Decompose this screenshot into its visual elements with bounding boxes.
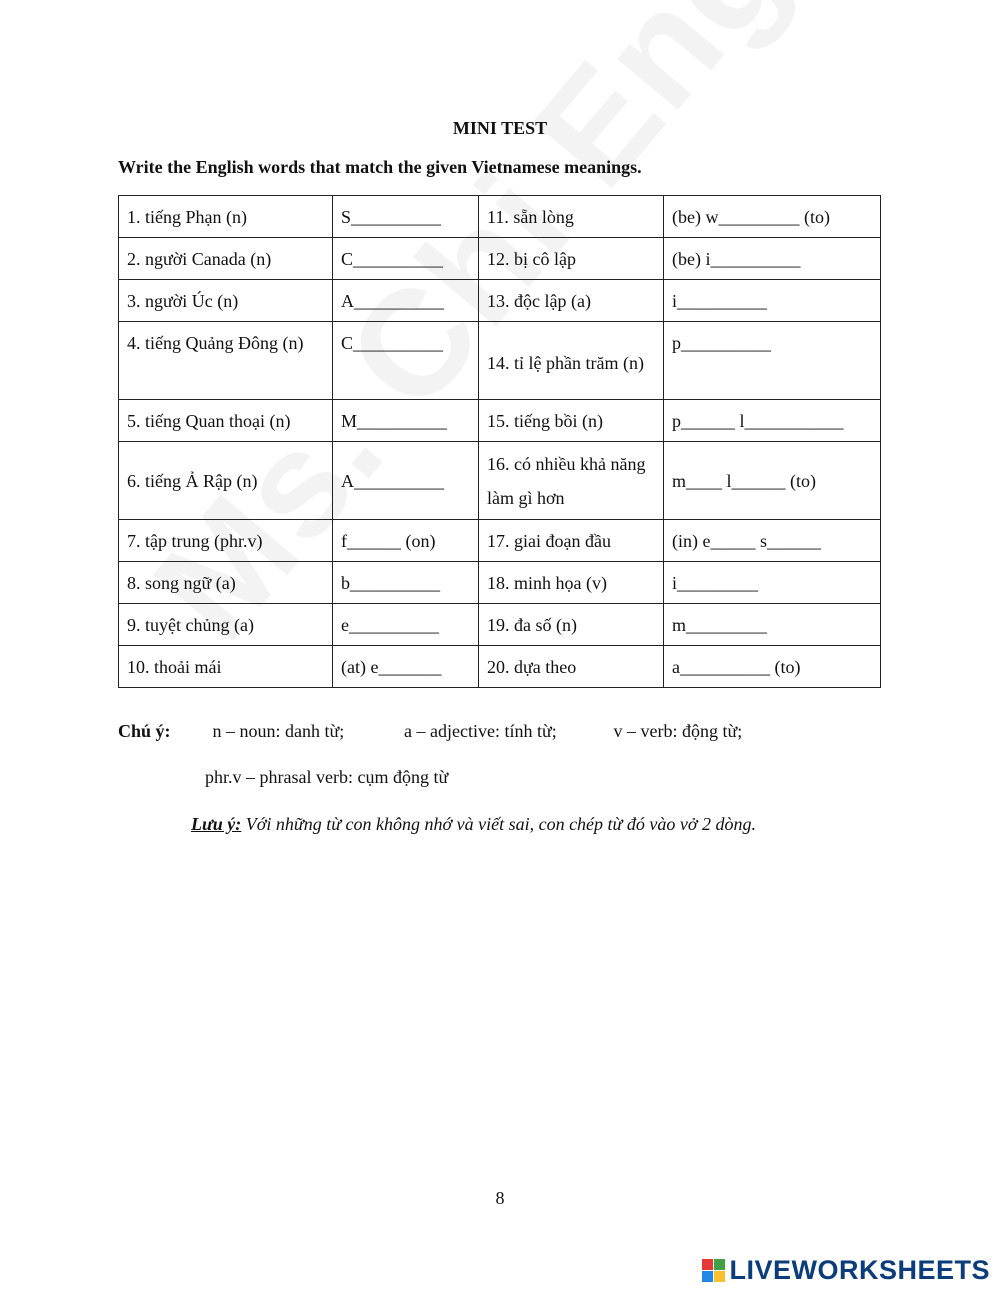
vietnamese-meaning-cell: 17. giai đoạn đầu [479,520,664,562]
vietnamese-meaning-cell: 5. tiếng Quan thoại (n) [119,400,333,442]
vietnamese-meaning-cell: 20. dựa theo [479,646,664,688]
table-row [119,322,881,400]
vietnamese-meaning-cell: 1. tiếng Phạn (n) [119,196,333,238]
vietnamese-meaning-cell: 15. tiếng bồi (n) [479,400,664,442]
vietnamese-meaning-cell: 14. tỉ lệ phần trăm (n) [479,322,664,400]
table-row [119,562,881,604]
reminder-text: Với những từ con không nhớ và viết sai, con chép từ đó vào vở 2 dòng. [245,814,756,834]
vietnamese-meaning-cell: 11. sẵn lòng [479,196,664,238]
note-verb: v – verb: động từ; [613,721,743,741]
english-answer-cell[interactable]: (at) e_______ [333,646,479,688]
vietnamese-meaning-cell: 18. minh họa (v) [479,562,664,604]
table-row [119,520,881,562]
english-answer-cell[interactable]: m_________ [664,604,881,646]
vietnamese-meaning-cell: 6. tiếng Ả Rập (n) [119,442,333,520]
liveworksheets-logo-icon [702,1259,725,1282]
reminder-label: Lưu ý: [191,814,242,834]
english-answer-cell[interactable]: e__________ [333,604,479,646]
english-answer-cell[interactable]: p______ l___________ [664,400,881,442]
vietnamese-meaning-cell: 12. bị cô lập [479,238,664,280]
brand-name: LIVEWORKSHEETS [729,1254,990,1285]
english-answer-cell[interactable]: A__________ [333,280,479,322]
table-row [119,604,881,646]
vocabulary-table [118,195,881,688]
logo-square [714,1259,725,1270]
vietnamese-meaning-cell: 10. thoải mái [119,646,333,688]
english-answer-cell[interactable]: i__________ [664,280,881,322]
table-row [119,442,881,520]
vietnamese-meaning-cell: 4. tiếng Quảng Đông (n) [119,322,333,400]
english-answer-cell[interactable]: b__________ [333,562,479,604]
table-row [119,280,881,322]
logo-square [714,1271,725,1282]
english-answer-cell[interactable]: f______ (on) [333,520,479,562]
english-answer-cell[interactable]: i_________ [664,562,881,604]
english-answer-cell[interactable]: m____ l______ (to) [664,442,881,520]
table-row [119,400,881,442]
table-row [119,646,881,688]
liveworksheets-brand[interactable] [702,1253,990,1287]
table-row [119,196,881,238]
english-answer-cell[interactable]: M__________ [333,400,479,442]
table-row [119,238,881,280]
vietnamese-meaning-cell: 16. có nhiều khả năng làm gì hơn [479,442,664,520]
english-answer-cell[interactable]: (in) e_____ s______ [664,520,881,562]
vietnamese-meaning-cell: 19. đa số (n) [479,604,664,646]
note-phrasal-verb: phr.v – phrasal verb: cụm động từ [205,767,449,787]
logo-square [702,1259,713,1270]
reminder-note [191,814,756,835]
page-number: 8 [495,1188,505,1208]
english-answer-cell[interactable]: (be) i__________ [664,238,881,280]
english-answer-cell[interactable]: C__________ [333,238,479,280]
logo-square [702,1271,713,1282]
note-noun: n – noun: danh từ; [212,721,345,741]
vietnamese-meaning-cell: 9. tuyệt chủng (a) [119,604,333,646]
english-answer-cell[interactable]: C__________ [333,322,479,400]
vietnamese-meaning-cell: 8. song ngữ (a) [119,562,333,604]
notes-label: Chú ý: [118,721,171,741]
english-answer-cell[interactable]: (be) w_________ (to) [664,196,881,238]
english-answer-cell[interactable]: S__________ [333,196,479,238]
english-answer-cell[interactable]: A__________ [333,442,479,520]
vietnamese-meaning-cell: 13. độc lập (a) [479,280,664,322]
vietnamese-meaning-cell: 2. người Canada (n) [119,238,333,280]
english-answer-cell[interactable]: a__________ (to) [664,646,881,688]
english-answer-cell[interactable]: p__________ [664,322,881,400]
page-title: MINI TEST [452,118,548,138]
instruction-text: Write the English words that match the given Vietnamese meanings. [118,157,642,177]
note-adjective: a – adjective: tính từ; [404,721,557,741]
vietnamese-meaning-cell: 7. tập trung (phr.v) [119,520,333,562]
vietnamese-meaning-cell: 3. người Úc (n) [119,280,333,322]
notes-line [118,721,742,742]
